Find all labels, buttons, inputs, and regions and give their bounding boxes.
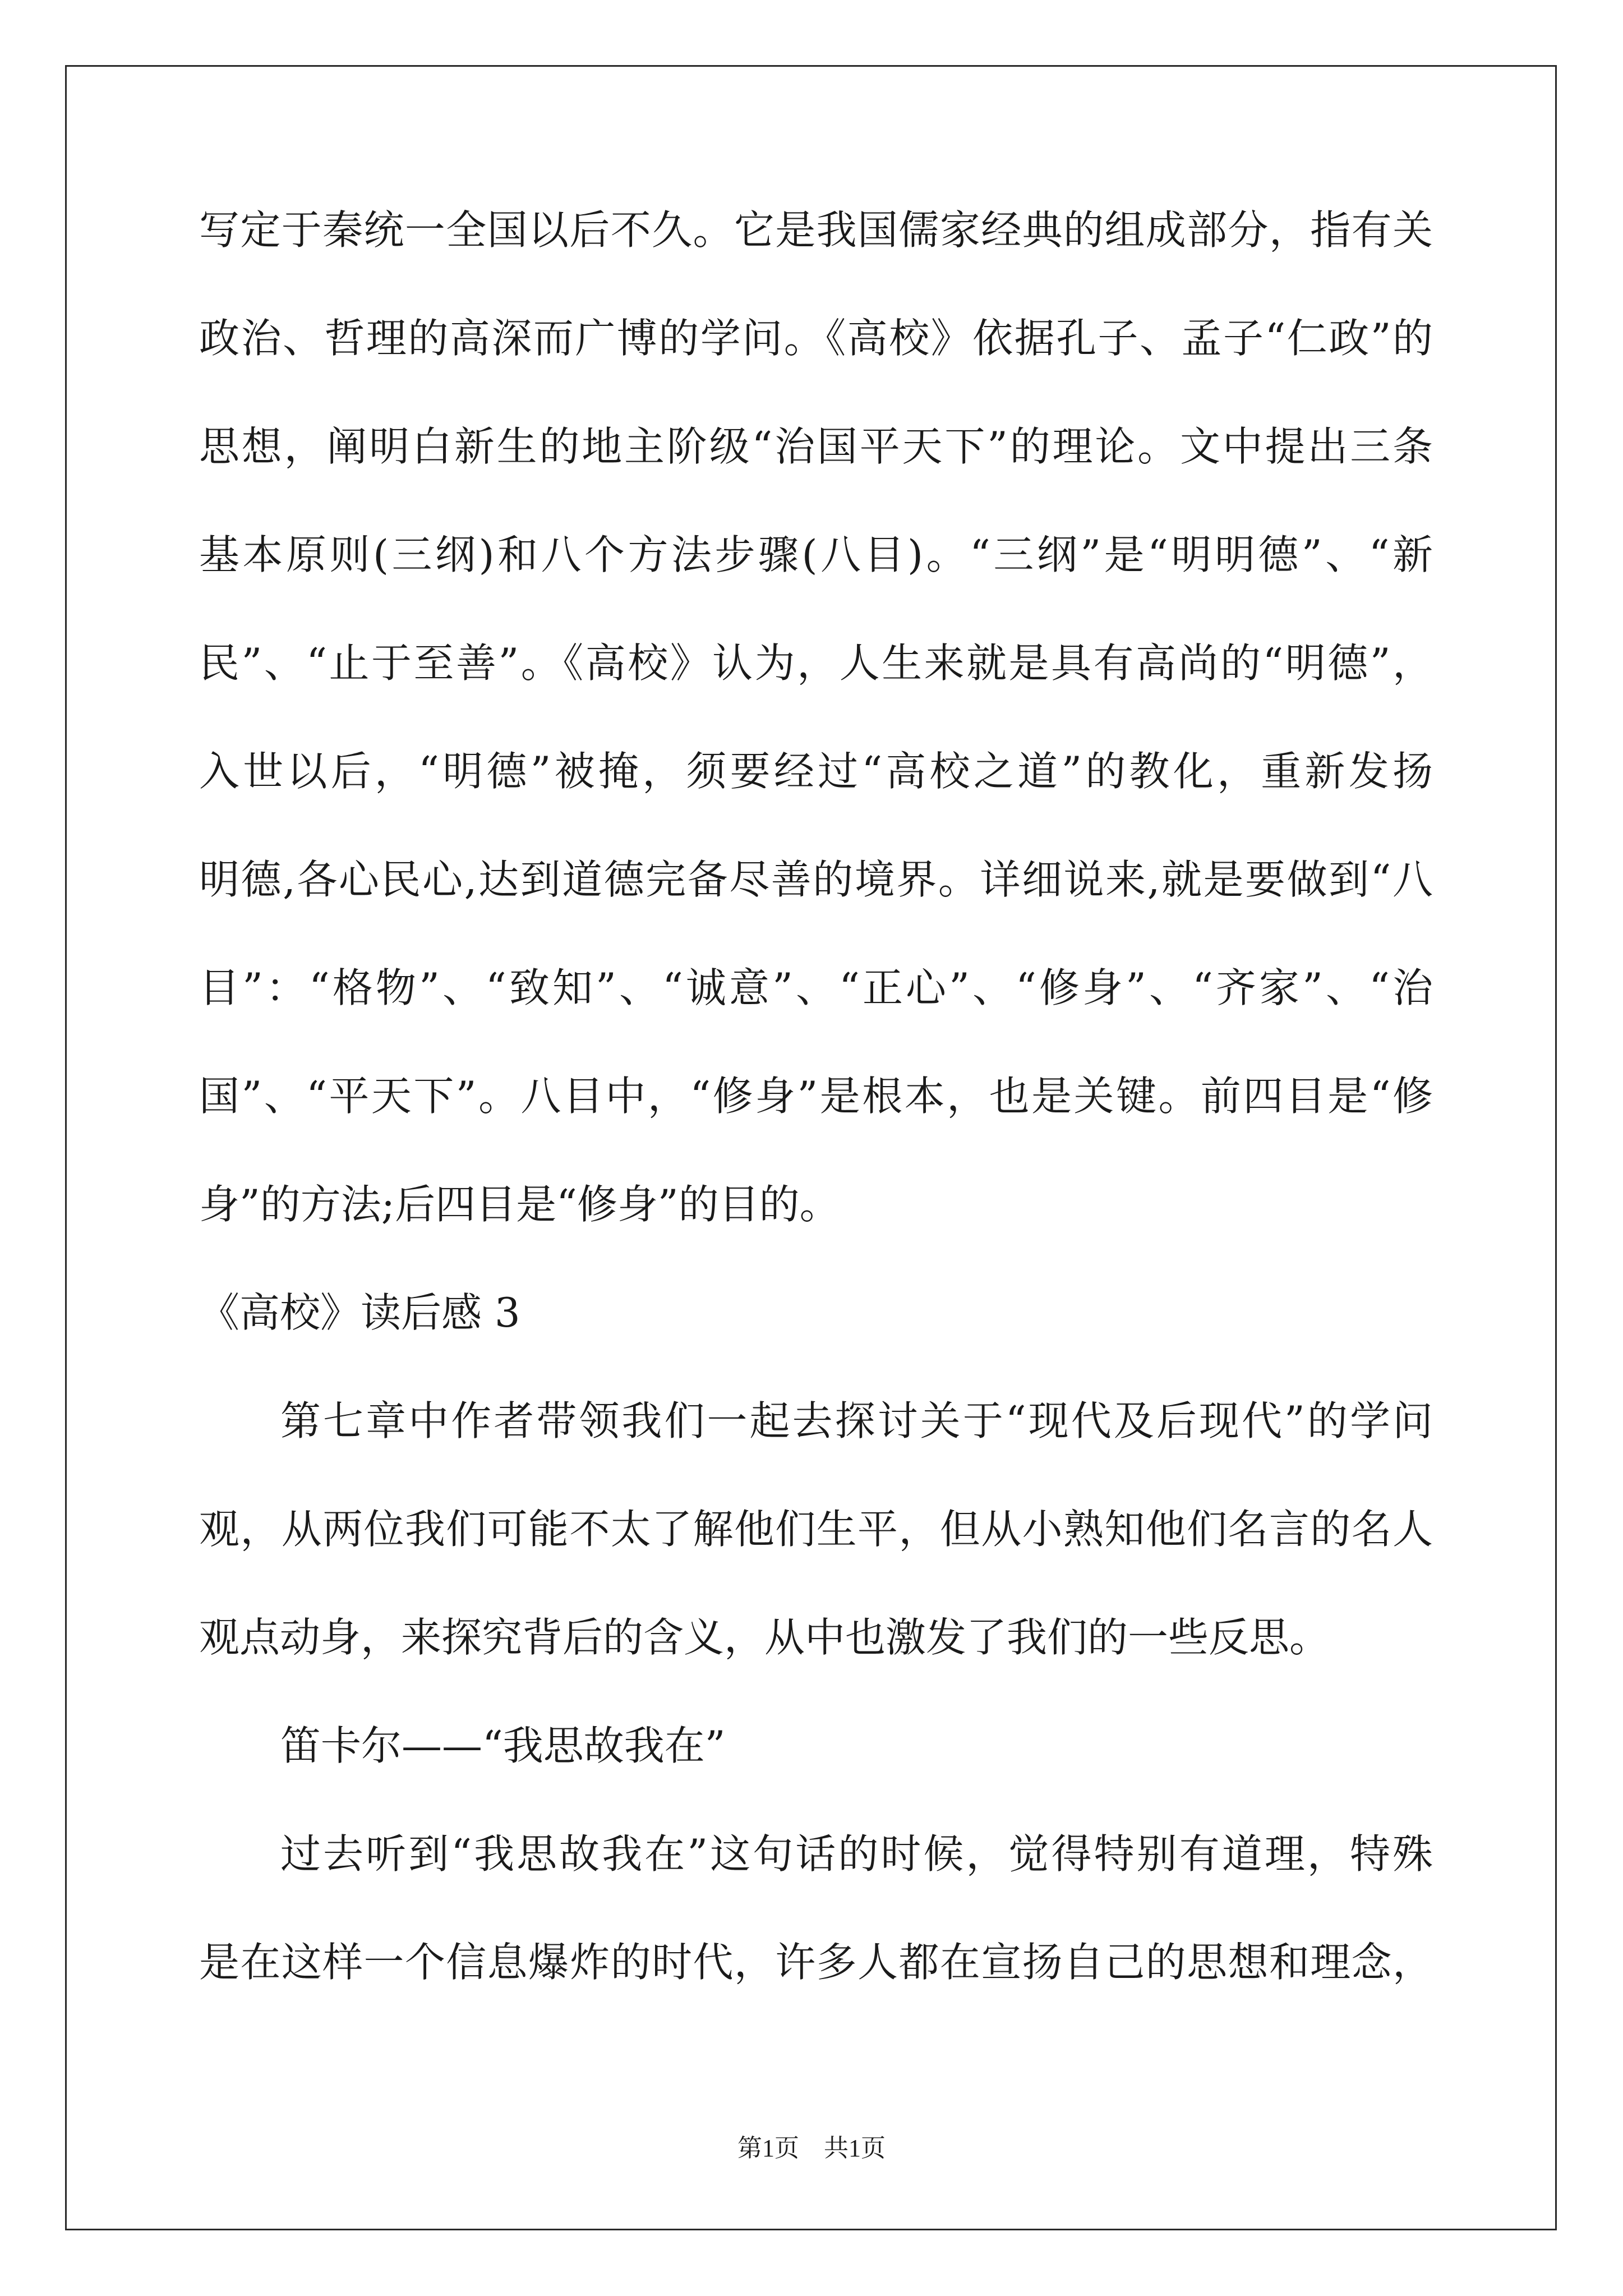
- paragraph-line: 第七章中作者带领我们一起去探讨关于“现代及后现代”的学问: [280, 1397, 1433, 1444]
- paragraph-line: 明德,各心民心,达到道德完备尽善的境界。详细说来,就是要做到“八: [199, 856, 1433, 903]
- page-border: [65, 65, 1557, 2230]
- paragraph-line: 过去听到“我思故我在”这句话的时候，觉得特别有道理，特殊: [280, 1830, 1433, 1878]
- paragraph-line: 思想，阐明白新生的地主阶级“治国平天下”的理论。文中提出三条: [199, 423, 1433, 470]
- subheading: 笛卡尔——“我思故我在”: [280, 1722, 726, 1769]
- paragraph-line: 政治、哲理的高深而广博的学问。《高校》依据孔子、孟子“仁政”的: [199, 315, 1433, 362]
- paragraph-line: 入世以后，“明德”被掩，须要经过“高校之道”的教化，重新发扬: [199, 748, 1433, 795]
- paragraph-line: 观点动身，来探究背后的含义，从中也激发了我们的一些反思。: [199, 1614, 1330, 1661]
- paragraph-line: 民”、“止于至善”。《高校》认为，人生来就是具有高尚的“明德”，: [199, 639, 1433, 687]
- paragraph-line: 身”的方法;后四目是“修身”的目的。: [199, 1181, 840, 1228]
- paragraph-line: 目”：“格物”、“致知”、“诚意”、“正心”、“修身”、“齐家”、“治: [199, 964, 1433, 1011]
- paragraph-line: 是在这样一个信息爆炸的时代，许多人都在宣扬自己的思想和理念，: [199, 1939, 1433, 1986]
- page-number-footer: 第1页 共1页: [737, 2134, 886, 2162]
- paragraph-line: 基本原则(三纲)和八个方法步骤(八目)。“三纲”是“明明德”、“新: [199, 531, 1433, 578]
- section-heading: 《高校》读后感 3: [199, 1289, 520, 1336]
- paragraph-line: 国”、“平天下”。八目中，“修身”是根本，也是关键。前四目是“修: [199, 1073, 1433, 1120]
- paragraph-line: 观，从两位我们可能不太了解他们生平，但从小熟知他们名言的名人: [199, 1506, 1433, 1553]
- paragraph-line: 写定于秦统一全国以后不久。它是我国儒家经典的组成部分，指有关: [199, 206, 1433, 254]
